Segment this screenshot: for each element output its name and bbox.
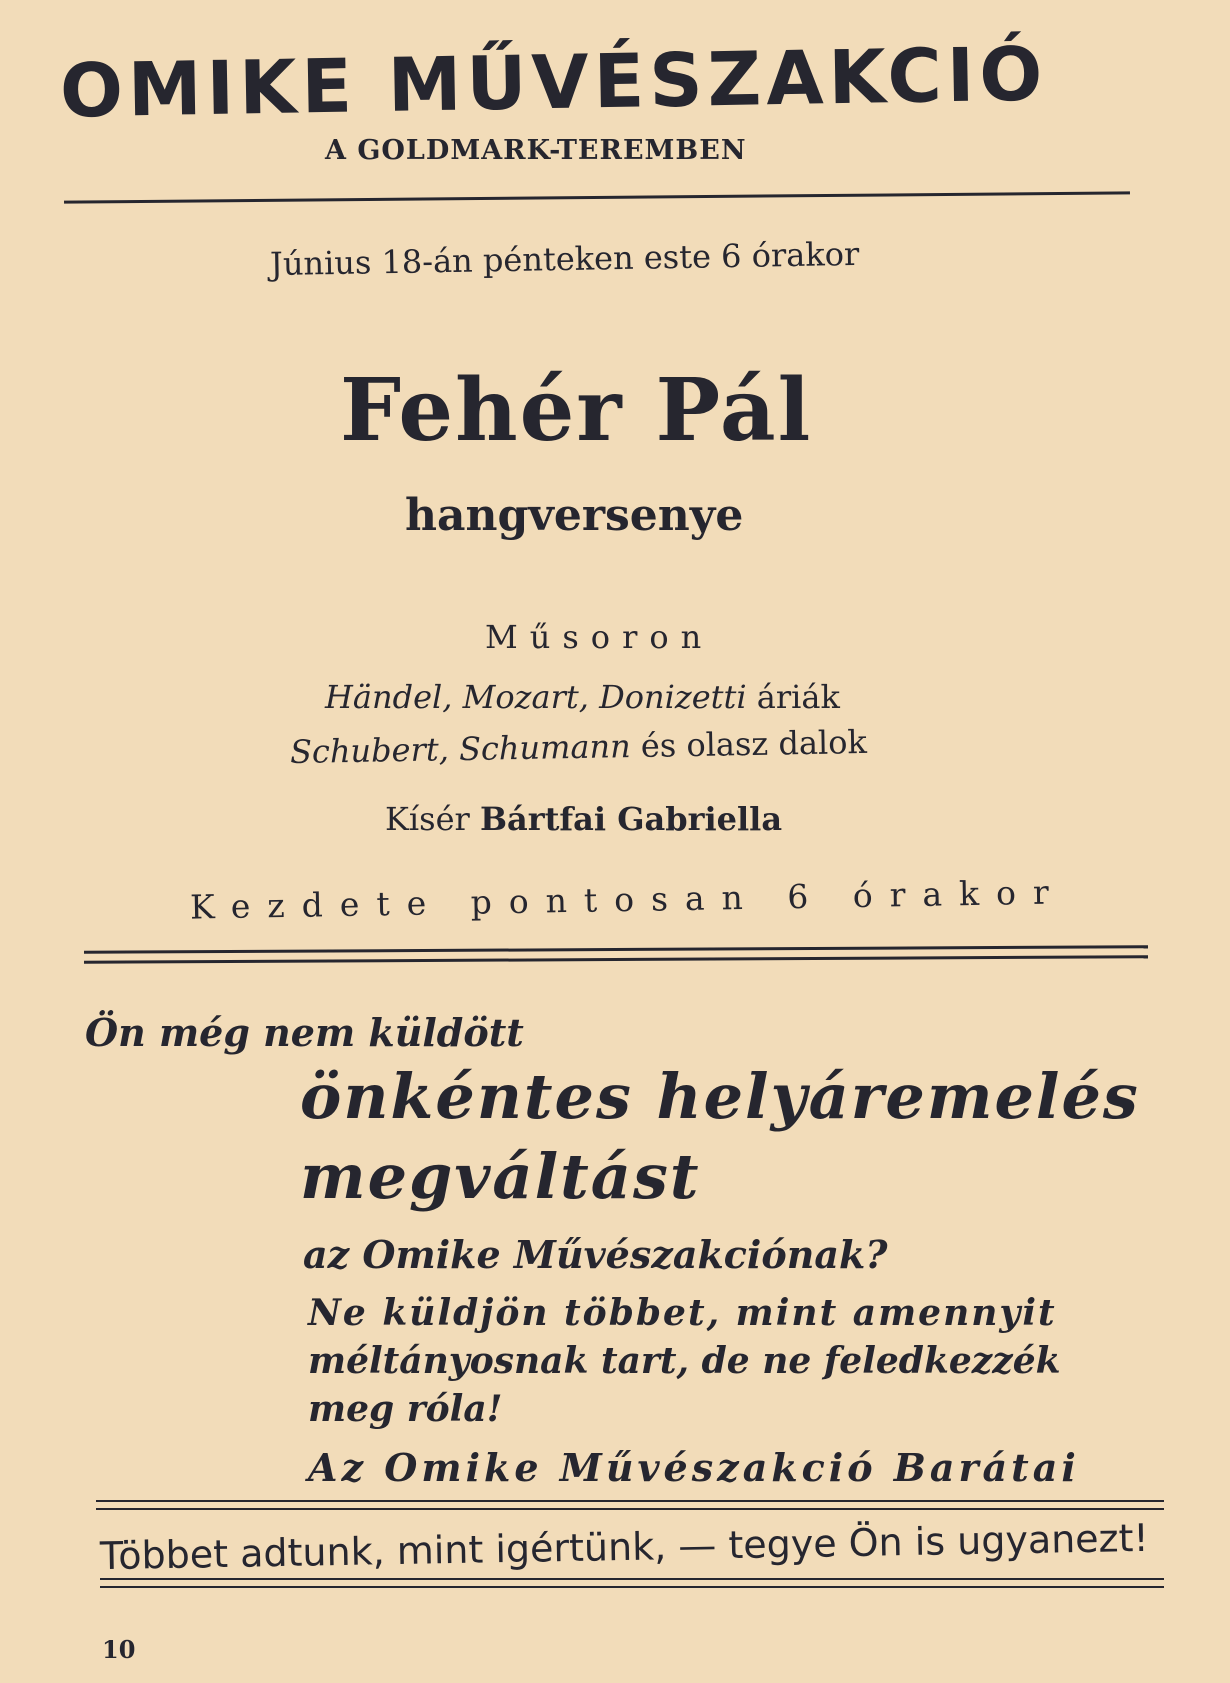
double-divider-top: [96, 1500, 1164, 1502]
composers: Händel, Mozart, Donizetti: [325, 678, 747, 716]
double-divider-bottom: [96, 1508, 1164, 1510]
double-divider-top: [84, 945, 1148, 954]
program-line-1: [325, 678, 840, 716]
appeal-line-7: meg róla!: [308, 1388, 503, 1430]
accompanist-line: [385, 800, 782, 838]
divider: [64, 191, 1130, 203]
appeal-line-5: Ne küldjön többet, mint amennyit: [308, 1292, 1057, 1334]
accompanist-label: Kísér: [385, 800, 470, 838]
venue-subtitle: A GOLDMARK-TEREMBEN: [325, 135, 747, 166]
program-type: áriák: [756, 678, 840, 716]
appeal-line-4: az Omike Művészakciónak?: [303, 1232, 888, 1277]
program-line-2: [290, 723, 867, 771]
composers: Schubert, Schumann: [289, 727, 632, 772]
appeal-line-2: önkéntes helyáremelés: [300, 1060, 1140, 1133]
appeal-line-6: méltányosnak tart, de ne feledkezzék: [308, 1340, 1061, 1382]
double-divider-bottom: [100, 1586, 1164, 1588]
program-heading: Műsoron: [485, 618, 714, 656]
accompanist-name: Bártfai Gabriella: [479, 800, 783, 838]
performer-name: Fehér Pál: [340, 360, 813, 461]
double-divider-bottom: [84, 955, 1148, 964]
slogan: Többet adtunk, mint igértünk, — tegye Ön is ugyanezt!: [99, 1515, 1150, 1579]
appeal-line-3: megváltást: [300, 1140, 701, 1213]
event-type: hangversenye: [405, 490, 744, 541]
appeal-line-1: Ön még nem küldött: [85, 1010, 524, 1055]
double-divider-top: [100, 1578, 1164, 1580]
page-title: OMIKE MŰVÉSZAKCIÓ: [59, 31, 1048, 135]
start-note: Kezdete pontosan 6 órakor: [189, 872, 1067, 927]
page-number: 10: [102, 1635, 136, 1664]
program-type: és olasz dalok: [640, 722, 868, 765]
event-date: Június 18-án pénteken este 6 órakor: [269, 234, 860, 284]
signature: Az Omike Művészakció Barátai: [308, 1445, 1080, 1490]
